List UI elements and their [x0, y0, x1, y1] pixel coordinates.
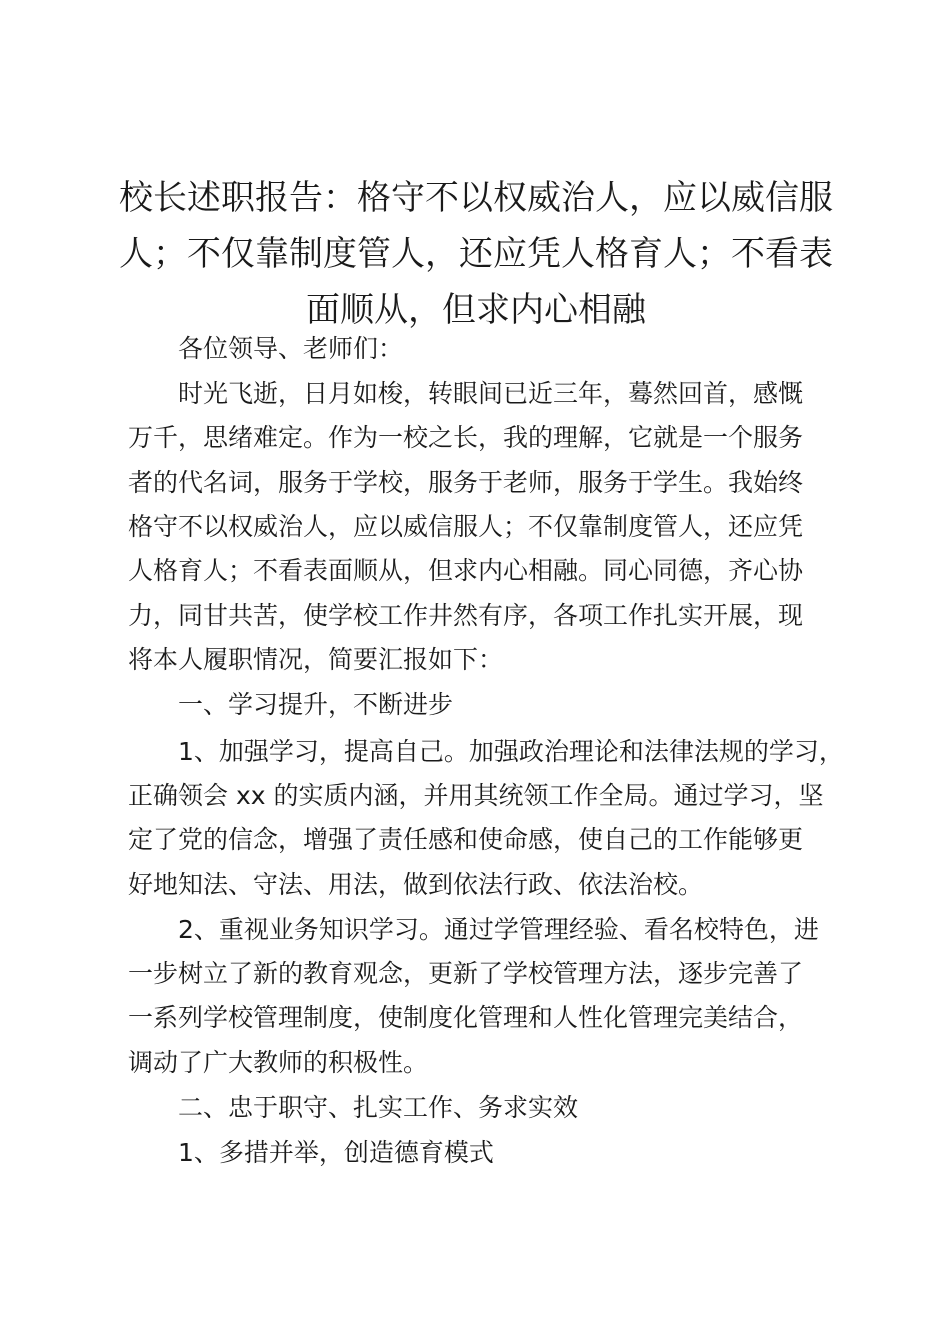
item-1-line: 正确领会 xx 的实质内涵，并用其统领工作全局。通过学习，坚	[128, 781, 824, 810]
item-2-line: 调动了广大教师的积极性。	[128, 1048, 429, 1077]
salutation: 各位领导、老师们：	[178, 334, 404, 363]
item-1-line: 好地知法、守法、用法，做到依法行政、依法治校。	[128, 870, 704, 899]
intro-line: 者的代名词，服务于学校，服务于老师，服务于学生。我始终	[128, 468, 804, 497]
intro-line: 人格育人；不看表面顺从，但求内心相融。同心同德，齐心协	[128, 556, 804, 585]
item-1-line: 1、加强学习，提高自己。加强政治理论和法律法规的学习，	[178, 737, 844, 766]
item-2-line: 2、重视业务知识学习。通过学管理经验、看名校特色，进	[178, 915, 819, 944]
item-2-line: 一步树立了新的教育观念，更新了学校管理方法，逐步完善了	[128, 959, 804, 988]
document-title: 校长述职报告：格守不以权威治人，应以威信服人；不仅靠制度管人，还应凭人格育人；不看表面顺从，但求内心相融	[119, 178, 833, 330]
intro-line: 万千，思绪难定。作为一校之长，我的理解，它就是一个服务	[128, 423, 804, 452]
section-2-item-1: 1、多措并举，创造德育模式	[178, 1138, 494, 1167]
item-2-line: 一系列学校管理制度，使制度化管理和人性化管理完美结合，	[128, 1003, 804, 1032]
item-1-line: 定了党的信念，增强了责任感和使命感，使自己的工作能够更	[128, 825, 804, 854]
intro-line: 力，同甘共苦，使学校工作井然有序，各项工作扎实开展，现	[128, 601, 804, 630]
intro-line: 格守不以权威治人，应以威信服人；不仅靠制度管人，还应凭	[128, 512, 804, 541]
intro-line: 将本人履职情况，简要汇报如下：	[128, 645, 504, 674]
section-2-heading: 二、忠于职守、扎实工作、务求实效	[178, 1093, 579, 1122]
intro-line: 时光飞逝，日月如梭，转眼间已近三年，蓦然回首，感慨	[178, 379, 804, 408]
section-1-heading: 一、学习提升，不断进步	[178, 690, 454, 719]
